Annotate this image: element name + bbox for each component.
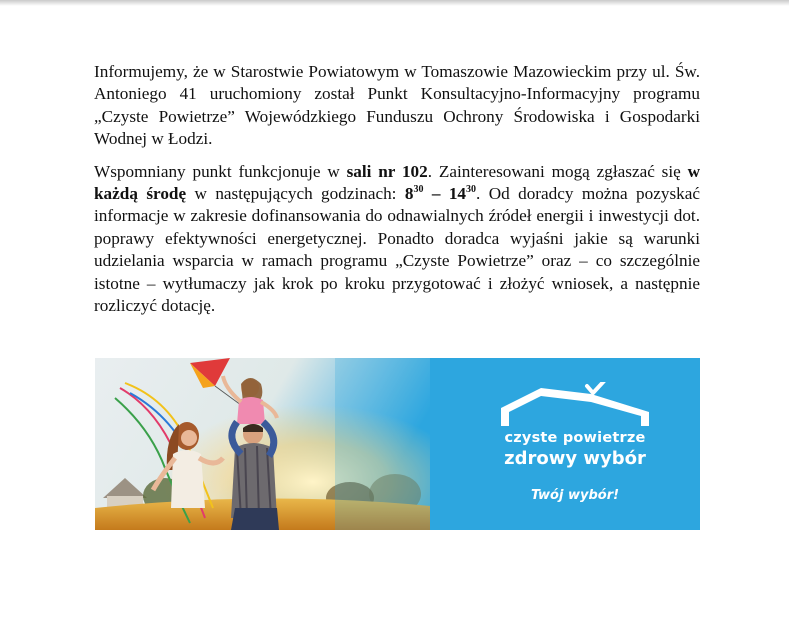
- opening-hours: [405, 184, 476, 203]
- program-banner: [95, 358, 700, 530]
- text-segment: w następujących godzinach:: [186, 184, 405, 204]
- house-checkmark-icon: [501, 382, 649, 426]
- family-kite-photo: [95, 358, 430, 530]
- room-number: sali nr 102: [346, 161, 428, 181]
- logo-tagline: Twój wybór!: [530, 488, 620, 503]
- start-hour: 8: [404, 184, 414, 204]
- start-minutes: 30: [413, 184, 424, 196]
- consultation-day: w każdą środę: [94, 161, 700, 204]
- logo-text-line1: czyste powietrze: [504, 430, 646, 446]
- text-segment: . Od doradcy można pozyskać informacje w zakresie dofinansowania do odnawialnych źródeł energii i inwestycji dot. poprawy efektywności energetycznej. Ponadto doradca wyjaśni jakie są warunki udzielania wsparcia w ramach programu „Czyste Powietrze” oraz – co szczególnie istotne – wytłumaczy jak krok po kroku przygotować i złożyć wniosek, a następnie rozliczyć dotację.: [94, 184, 700, 316]
- text-segment: . Zainteresowani mogą zgłaszać się: [427, 161, 688, 181]
- time-separator: –: [423, 184, 449, 204]
- paragraph-details: [94, 161, 700, 318]
- page-top-edge: [0, 0, 789, 6]
- czyste-powietrze-logo: [495, 382, 655, 522]
- logo-text-line2: zdrowy wybór: [504, 448, 646, 469]
- end-minutes: 30: [466, 184, 477, 196]
- document-body: [94, 61, 700, 317]
- end-hour: 14: [448, 184, 467, 204]
- paragraph-intro: Informujemy, że w Starostwie Powiatowym w Tomaszowie Mazowieckim przy ul. Św. Antoniego 41 uruchomiony został Punkt Konsultacyjno-Informacyjny programu „Czyste Powietrze” Wojewódzkiego Funduszu Ochrony Środowiska i Gospodarki Wodnej w Łodzi.: [94, 62, 700, 149]
- text-segment: Wspomniany punkt funkcjonuje w: [94, 161, 347, 181]
